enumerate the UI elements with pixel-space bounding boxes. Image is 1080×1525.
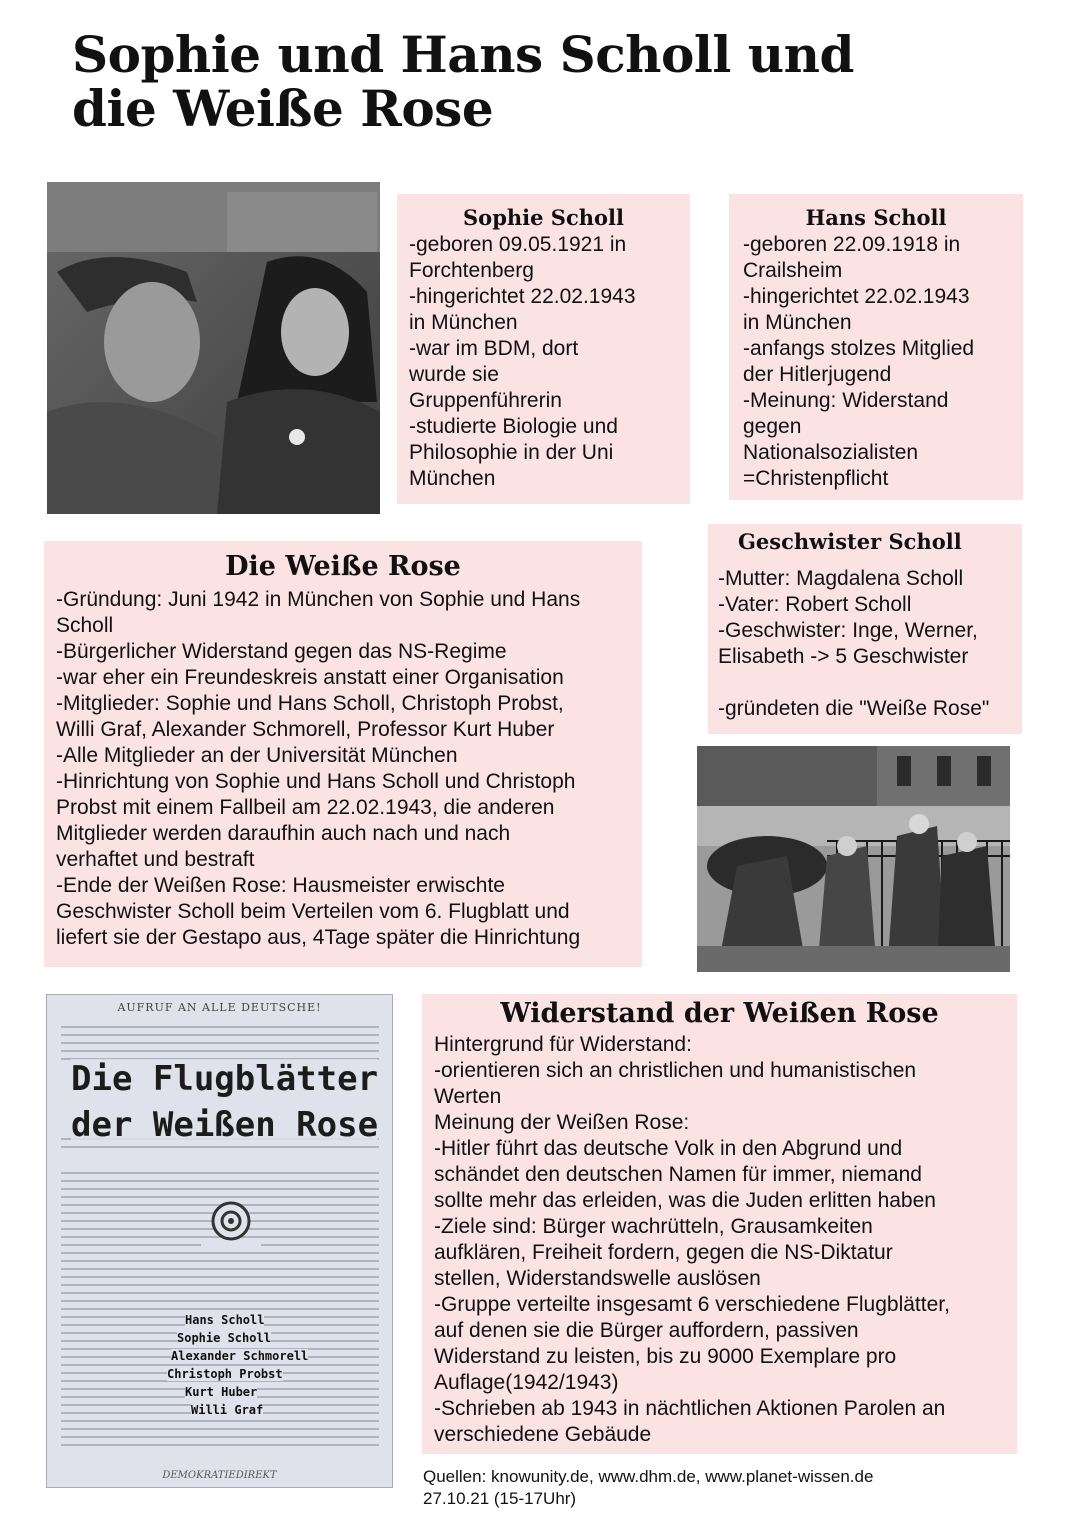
weisse-rose-line: -Ende der Weißen Rose: Hausmeister erwischte: [56, 874, 505, 897]
widerstand-line: -Ziele sind: Bürger wachrütteln, Grausamkeiten: [434, 1215, 873, 1238]
weisse-rose-box: [44, 541, 642, 967]
widerstand-line: Widerstand zu leisten, bis zu 9000 Exemplare pro: [434, 1345, 897, 1368]
widerstand-line: Werten: [434, 1085, 502, 1108]
widerstand-line: aufklären, Freiheit fordern, gegen die NS-Diktatur: [434, 1241, 893, 1264]
flyer-publisher: DEMOKRATIEDIREKT: [47, 1470, 392, 1481]
weisse-rose-line: -Mitglieder: Sophie und Hans Scholl, Christoph Probst,: [56, 692, 564, 715]
geschwister-line: -gründeten die "Weiße Rose": [718, 697, 990, 720]
weisse-rose-line: Willi Graf, Alexander Schmorell, Professor Kurt Huber: [56, 718, 555, 741]
geschwister-line: -Vater: Robert Scholl: [718, 593, 912, 616]
weisse-rose-line: -Gründung: Juni 1942 in München von Sophie und Hans: [56, 588, 581, 611]
hans-line: Crailsheim: [743, 259, 843, 282]
widerstand-line: Hintergrund für Widerstand:: [434, 1033, 692, 1056]
hans-line: -Meinung: Widerstand: [743, 389, 949, 412]
weisse-rose-line: Geschwister Scholl beim Verteilen vom 6. Flugblatt und: [56, 900, 570, 923]
widerstand-line: -orientieren sich an christlichen und humanistischen: [434, 1059, 917, 1082]
geschwister-line: Elisabeth -> 5 Geschwister: [718, 645, 969, 668]
geschwister-line: -Mutter: Magdalena Scholl: [718, 567, 964, 590]
widerstand-line: Auflage(1942/1943): [434, 1371, 619, 1394]
widerstand-box: [422, 994, 1017, 1454]
weisse-rose-line: -Hinrichtung von Sophie und Hans Scholl und Christoph: [56, 770, 576, 793]
photo-hans-sophie: [47, 182, 380, 514]
sophie-line: Forchtenberg: [409, 259, 534, 282]
flyer-name: Alexander Schmorell: [171, 1349, 309, 1363]
sophie-line: wurde sie: [409, 363, 499, 386]
hans-line: Nationalsozialisten: [743, 441, 919, 464]
sources-line: Quellen: knowunity.de, www.dhm.de, www.planet-wissen.de: [423, 1467, 874, 1486]
widerstand-line: stellen, Widerstandswelle auslösen: [434, 1267, 761, 1290]
weisse-rose-line: liefert sie der Gestapo aus, 4Tage später die Hinrichtung: [56, 926, 581, 949]
flyer-name: Christoph Probst: [167, 1367, 283, 1381]
weisse-rose-line: Scholl: [56, 614, 114, 637]
sophie-line: -war im BDM, dort: [409, 337, 579, 360]
weisse-rose-line: -war eher ein Freundeskreis anstatt einer Organisation: [56, 666, 564, 689]
hans-line: =Christenpflicht: [743, 467, 889, 490]
flyer-name: Kurt Huber: [185, 1385, 258, 1399]
hans-line: der Hitlerjugend: [743, 363, 892, 386]
flyer-name: Hans Scholl: [185, 1313, 265, 1327]
hans-line: -geboren 22.09.1918 in: [743, 233, 961, 256]
flyer-name: Willi Graf: [191, 1403, 264, 1417]
hans-heading: Hans Scholl: [805, 205, 947, 230]
sophie-line: -hingerichtet 22.02.1943: [409, 285, 636, 308]
sophie-line: -studierte Biologie und: [409, 415, 618, 438]
sources-date: 27.10.21 (15-17Uhr): [423, 1489, 577, 1508]
widerstand-line: -Gruppe verteilte insgesamt 6 verschiedene Flugblätter,: [434, 1293, 950, 1316]
weisse-rose-line: Mitglieder werden daraufhin auch nach und nach: [56, 822, 511, 845]
hans-line: gegen: [743, 415, 802, 438]
hans-line: -hingerichtet 22.02.1943: [743, 285, 970, 308]
widerstand-line: verschiedene Gebäude: [434, 1423, 652, 1446]
hans-line: -anfangs stolzes Mitglied: [743, 337, 975, 360]
widerstand-line: sollte mehr das erleiden, was die Juden erlitten haben: [434, 1189, 936, 1212]
photo-group-street: [697, 746, 1010, 972]
sophie-line: München: [409, 467, 496, 490]
geschwister-scholl-box: [708, 524, 1022, 734]
sophie-line: in München: [409, 311, 518, 334]
weisse-rose-line: -Alle Mitglieder an der Universität München: [56, 744, 458, 767]
sophie-heading: Sophie Scholl: [463, 205, 624, 230]
flyer-top-line: AUFRUF AN ALLE DEUTSCHE!: [117, 1001, 322, 1014]
flyer-book-cover: [46, 994, 393, 1488]
flyer-title-line2: der Weißen Rose: [71, 1105, 379, 1145]
widerstand-heading: Widerstand der Weißen Rose: [500, 998, 939, 1029]
weisse-rose-line: verhaftet und bestraft: [56, 848, 255, 871]
weisse-rose-line: Probst mit einem Fallbeil am 22.02.1943, die anderen: [56, 796, 555, 819]
weisse-rose-heading: Die Weiße Rose: [225, 551, 461, 582]
geschwister-heading: Geschwister Scholl: [738, 529, 962, 554]
widerstand-line: Meinung der Weißen Rose:: [434, 1111, 690, 1134]
page-title: Sophie und Hans Scholl und die Weiße Rose: [72, 25, 854, 138]
flyer-title-line1: Die Flugblätter: [71, 1059, 379, 1099]
widerstand-line: schändet den deutschen Namen für immer, niemand: [434, 1163, 922, 1186]
weisse-rose-line: -Bürgerlicher Widerstand gegen das NS-Regime: [56, 640, 507, 663]
sophie-scholl-box: [397, 194, 690, 504]
hans-line: in München: [743, 311, 852, 334]
flyer-name: Sophie Scholl: [177, 1331, 271, 1345]
geschwister-line: -Geschwister: Inge, Werner,: [718, 619, 978, 642]
widerstand-line: -Schrieben ab 1943 in nächtlichen Aktionen Parolen an: [434, 1397, 946, 1420]
sophie-line: Gruppenführerin: [409, 389, 562, 412]
hans-scholl-box: [729, 194, 1023, 500]
sources: [423, 1466, 1023, 1510]
sophie-line: -geboren 09.05.1921 in: [409, 233, 627, 256]
widerstand-line: -Hitler führt das deutsche Volk in den Abgrund und: [434, 1137, 903, 1160]
widerstand-line: auf denen sie die Bürger auffordern, passiven: [434, 1319, 859, 1342]
sophie-line: Philosophie in der Uni: [409, 441, 614, 464]
geschwister-line: [718, 670, 1012, 696]
